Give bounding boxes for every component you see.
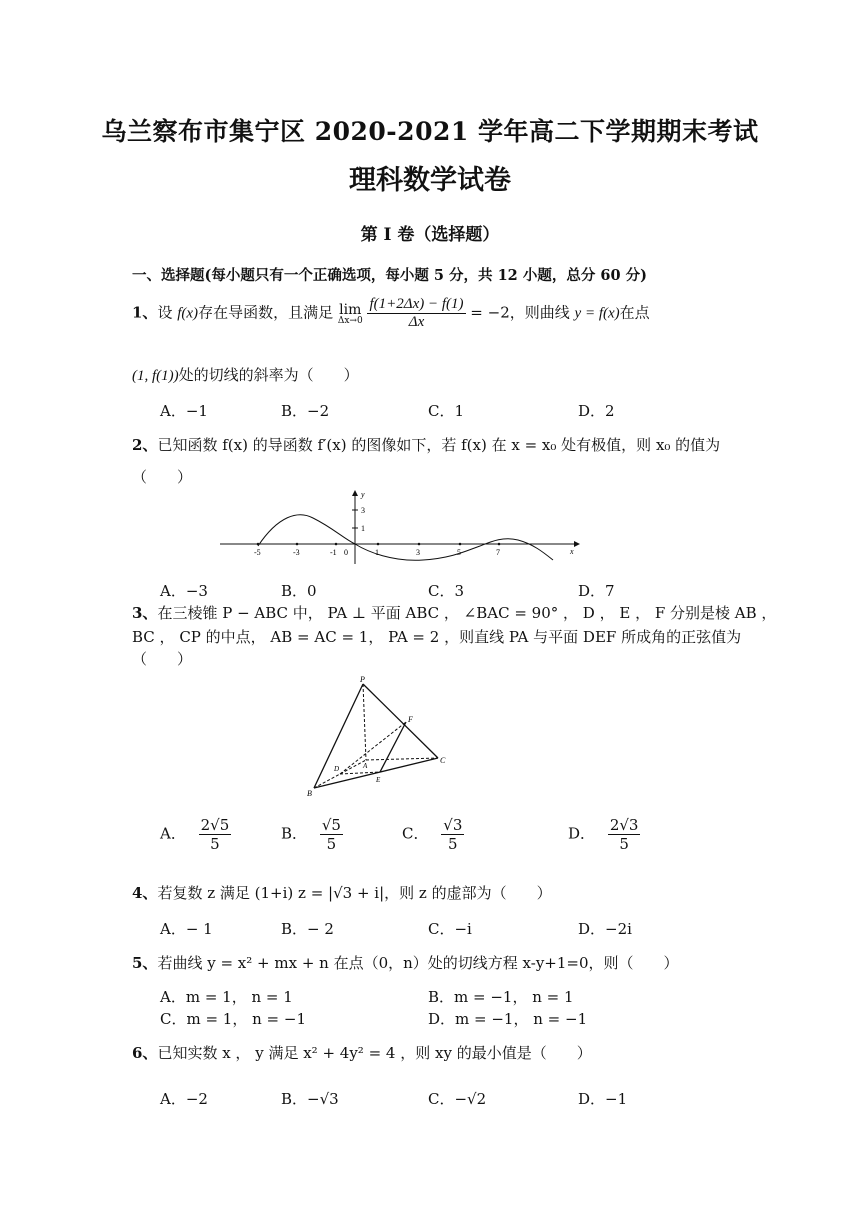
question-number: 1、 xyxy=(132,303,158,322)
q5-option-d[interactable]: D．m = −1， n = −1 xyxy=(428,1010,588,1028)
axis-label: y xyxy=(361,490,365,499)
tick-label: -3 xyxy=(293,548,300,557)
axis-label: x xyxy=(570,547,574,556)
edge-ac xyxy=(366,758,438,760)
tick-label: 1 xyxy=(361,524,365,533)
q3-option-b[interactable]: B． $\frac{√5}{5}$ xyxy=(281,816,341,853)
answer-paren: （ ） xyxy=(132,468,193,486)
question-number: 3、 xyxy=(132,604,158,622)
vertex-label: E xyxy=(376,776,381,784)
derivative-curve xyxy=(258,515,553,560)
q4-option-a[interactable]: A．− 1 xyxy=(160,920,213,938)
vertex-label: F xyxy=(408,715,413,724)
q6-option-c[interactable]: C．−√2 xyxy=(428,1090,487,1108)
question-6: 6、已知实数 x ， y 满足 x² + 4y² = 4 ，则 xy 的最小值是（ ） xyxy=(132,1044,592,1062)
q5-option-b[interactable]: B．m = −1， n = 1 xyxy=(428,988,574,1006)
tick-label: 1 xyxy=(375,548,379,557)
q6-option-a[interactable]: A．−2 xyxy=(160,1090,208,1108)
vertex-label: P xyxy=(360,675,365,684)
q3-option-a[interactable]: A． $\frac{2√5}{5}$ xyxy=(160,816,230,853)
exam-subtitle: 理科数学试卷 xyxy=(349,165,511,196)
tick-label: -1 xyxy=(330,548,337,557)
q5-option-a[interactable]: A．m = 1， n = 1 xyxy=(160,988,293,1006)
question-1-line2: (1, f(1))处的切线的斜率为（ ） xyxy=(132,366,359,384)
question-5: 5、若曲线 y = x² + mx + n 在点（0，n）处的切线方程 x-y+1=0，则（ ） xyxy=(132,954,679,972)
q6-option-b[interactable]: B．−√3 xyxy=(281,1090,339,1108)
section-heading: 一、选择题(每小题只有一个正确选项，每小题 5 分，共 12 小题，总分 60 分) xyxy=(132,267,647,284)
q1-option-d[interactable]: D．2 xyxy=(578,402,615,420)
derivative-graph xyxy=(218,488,580,566)
q3-option-d[interactable]: D． $\frac{2√3}{5}$ xyxy=(568,816,639,853)
vertex-label: A xyxy=(363,762,368,770)
vertex-label: D xyxy=(334,765,340,773)
answer-paren: （ ） xyxy=(132,650,193,668)
q2-option-b[interactable]: B．0 xyxy=(281,582,317,600)
q2-option-a[interactable]: A．−3 xyxy=(160,582,208,600)
question-number: 5、 xyxy=(132,954,158,972)
edge-fe xyxy=(380,722,406,772)
question-number: 2、 xyxy=(132,436,158,454)
limit-operator: lim Δx→0 xyxy=(337,301,363,326)
q2-option-c[interactable]: C．3 xyxy=(428,582,465,600)
x-axis-arrow xyxy=(574,541,580,547)
q4-option-d[interactable]: D．−2i xyxy=(578,920,632,938)
edge-pc xyxy=(363,684,438,758)
question-3-line2: BC ， CP 的中点， AB = AC = 1， PA = 2 ，则直线 PA 与平面 DEF 所成角的正弦值为 xyxy=(132,628,742,646)
question-4: 4、若复数 z 满足 (1+i) z = |√3 + i|，则 z 的虚部为（ ） xyxy=(132,884,552,902)
volume-heading: 第 I 卷（选择题） xyxy=(360,225,500,245)
exam-title: 乌兰察布市集宁区 2020-2021 学年高二下学期期末考试 xyxy=(101,117,759,146)
vertex-label: C xyxy=(440,756,446,765)
pyramid-figure xyxy=(300,672,460,800)
tick-label: -5 xyxy=(254,548,261,557)
question-1: 1、设 f(x)存在导函数，且满足 lim Δx→0 $\frac{f(1+2\Delta x) - f(1)}{\Delta x}$ = −2，则曲线 y = f(x)在点 xyxy=(132,296,650,330)
math-fx: f(x) xyxy=(177,305,199,322)
edge-df xyxy=(340,722,406,774)
tick-label: 3 xyxy=(361,506,365,515)
q5-option-c[interactable]: C．m = 1， n = −1 xyxy=(160,1010,306,1028)
q6-option-d[interactable]: D．−1 xyxy=(578,1090,628,1108)
edge-pa xyxy=(363,684,366,760)
question-number: 6、 xyxy=(132,1044,158,1062)
question-number: 4、 xyxy=(132,884,158,902)
q4-option-b[interactable]: B．− 2 xyxy=(281,920,334,938)
tick-label: 7 xyxy=(496,548,500,557)
q1-option-b[interactable]: B．−2 xyxy=(281,402,330,420)
y-axis-arrow xyxy=(352,490,358,496)
q2-option-d[interactable]: D．7 xyxy=(578,582,615,600)
question-2: 2、已知函数 f(x) 的导函数 f′(x) 的图像如下，若 f(x) 在 x = x₀ 处有极值，则 x₀ 的值为 xyxy=(132,436,721,454)
tick-label: 3 xyxy=(416,548,420,557)
q4-option-c[interactable]: C．−i xyxy=(428,920,472,938)
tick-label: 5 xyxy=(457,548,461,557)
tick-label: 0 xyxy=(344,548,348,557)
question-3: 3、在三棱锥 P − ABC 中， PA ⊥ 平面 ABC ， ∠BAC = 90° ， D ， E ， F 分别是棱 AB ， xyxy=(132,604,777,622)
vertex-label: B xyxy=(307,789,312,798)
q1-option-a[interactable]: A．−1 xyxy=(160,402,208,420)
q1-option-c[interactable]: C．1 xyxy=(428,402,465,420)
q3-option-c[interactable]: C． $\frac{√3}{5}$ xyxy=(402,816,463,853)
limit-fraction: $\frac{f(1+2\Delta x) - f(1)}{\Delta x}$ xyxy=(369,296,464,330)
